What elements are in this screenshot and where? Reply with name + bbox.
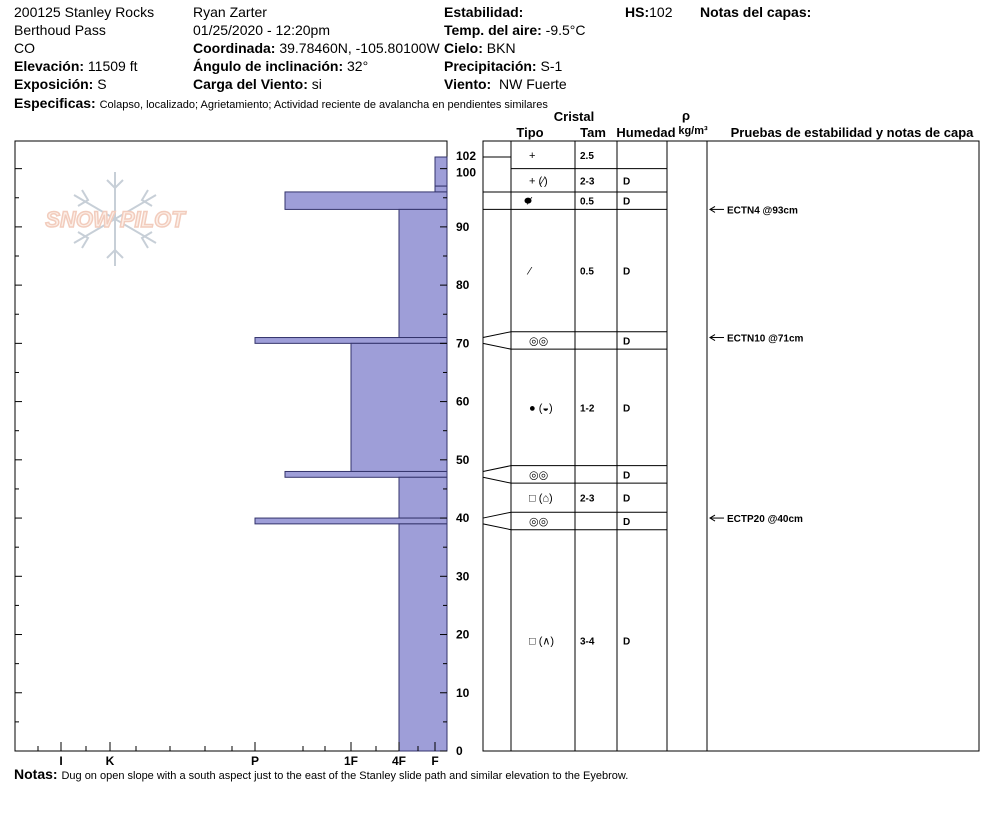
col-rho: ρ [681, 108, 691, 123]
sky-row: Cielo: BKN [444, 40, 516, 56]
col-type: Tipo [516, 125, 544, 140]
notes-row: Notas: Dug on open slope with a south aspect just to the east of the Stanley slide path and similar elevation to the Eyebrow. [14, 766, 629, 782]
hardness-bar [435, 157, 447, 186]
elevation-row: Elevación: 11509 ft [14, 58, 138, 74]
wind-load-row: Carga del Viento: si [193, 76, 322, 92]
test-label: ECTN4 @93cm [727, 205, 798, 217]
col-crystal: Cristal [553, 109, 595, 124]
y-tick-label: 70 [456, 336, 470, 351]
area-name: Berthoud Pass [14, 22, 106, 38]
grain-size: 2.5 [580, 150, 594, 162]
hardness-axis [38, 742, 439, 768]
grain-type: ◎◎ [529, 335, 549, 348]
moisture: D [623, 176, 631, 188]
layer-table [483, 141, 979, 751]
y-tick-label: 80 [456, 278, 470, 293]
y-tick-label: 102 [456, 149, 477, 163]
hardness-bar [255, 338, 447, 344]
connector-line [483, 512, 511, 518]
x-tick-label: 1F [343, 754, 359, 768]
y-tick-label: 90 [456, 219, 470, 234]
grain-type: □ (∧) [529, 635, 555, 648]
stability-row: Estabilidad: [444, 4, 524, 20]
air-temp-row: Temp. del aire: -9.5°C [444, 22, 586, 38]
hardness-bar [399, 209, 447, 337]
grain-size: 3-4 [580, 636, 595, 648]
snowpilot-logo [45, 172, 186, 266]
connector-line [483, 477, 511, 483]
x-tick-label: F [431, 754, 439, 768]
grain-type: ⁄ [529, 265, 531, 278]
specifics-row: Especificas: Colapso, localizado; Agrietamiento; Actividad reciente de avalancha en pendientes similares [14, 95, 548, 111]
y-tick-label: 40 [456, 511, 470, 526]
col-size: Tam [580, 125, 606, 140]
observer-name: Ryan Zarter [193, 4, 267, 20]
grain-type: ◎◎ [529, 469, 549, 482]
grain-type: ◎◎ [529, 515, 549, 528]
moisture: D [623, 493, 631, 505]
y-tick-label: 0 [456, 744, 463, 758]
col-tests: Pruebas de estabilidad y notas de capa [730, 125, 974, 140]
grain-size: 2-3 [580, 176, 595, 188]
x-tick-label: I [59, 754, 63, 768]
y-tick-label: 30 [456, 569, 470, 584]
test-label: ECTP20 @40cm [727, 514, 803, 526]
moisture: D [623, 336, 631, 348]
grain-size: 0.5 [580, 266, 594, 278]
date-time: 01/25/2020 - 12:20pm [193, 22, 330, 38]
svg-text:SNOW PILOT: SNOW PILOT [45, 207, 185, 232]
y-tick-label: 50 [456, 452, 470, 467]
grain-size: 1-2 [580, 403, 595, 415]
state-name: CO [14, 40, 35, 56]
hardness-bar [399, 477, 447, 518]
moisture: D [623, 470, 631, 482]
test-label: ECTN10 @71cm [727, 333, 804, 345]
hardness-bar [435, 186, 447, 192]
x-tick-label: 4F [391, 754, 407, 768]
connector-line [483, 332, 511, 338]
moisture: D [623, 636, 631, 648]
grain-type: ● (◒) [529, 402, 553, 415]
moisture: D [623, 516, 631, 528]
moisture: D [623, 196, 631, 208]
grain-type: □ (⌂) [529, 492, 553, 505]
y-tick-label: 10 [456, 685, 470, 700]
col-moisture: Humedad [616, 125, 676, 140]
y-tick-label: 100 [456, 165, 477, 180]
hardness-bar [255, 518, 447, 524]
stability-tests [710, 205, 804, 525]
site-name: 200125 Stanley Rocks [14, 4, 155, 20]
y-tick-label: 20 [456, 627, 470, 642]
wind-row: Viento: NW Fuerte [444, 76, 567, 92]
connector-line [483, 524, 511, 530]
hardness-bar [351, 343, 447, 471]
y-tick-label: 60 [456, 394, 470, 409]
moisture: D [623, 403, 631, 415]
aspect-row: Exposición: S [14, 76, 107, 92]
grain-size: 2-3 [580, 493, 595, 505]
hardness-bar [399, 524, 447, 751]
grain-type: ⁄ [529, 195, 531, 208]
grain-type: + (⁄) [529, 175, 548, 188]
grain-type: + [529, 149, 536, 162]
hardness-bar [285, 471, 447, 477]
col-density-unit: kg/m³ [678, 125, 708, 137]
precip-row: Precipitación: S-1 [444, 58, 563, 74]
hs-row: HS:102 [625, 4, 673, 20]
hardness-bars [255, 157, 447, 751]
moisture: D [623, 266, 631, 278]
coordinate-row: Coordinada: 39.78460N, -105.80100W [193, 40, 440, 56]
x-tick-label: K [105, 754, 115, 768]
layer-notes-label: Notas del capas: [700, 4, 812, 20]
slope-angle-row: Ángulo de inclinación: 32° [193, 58, 369, 74]
grain-size: 0.5 [580, 196, 594, 208]
hardness-bar [285, 192, 447, 209]
connector-line [483, 466, 511, 472]
x-tick-label: P [250, 754, 260, 768]
connector-line [483, 343, 511, 349]
